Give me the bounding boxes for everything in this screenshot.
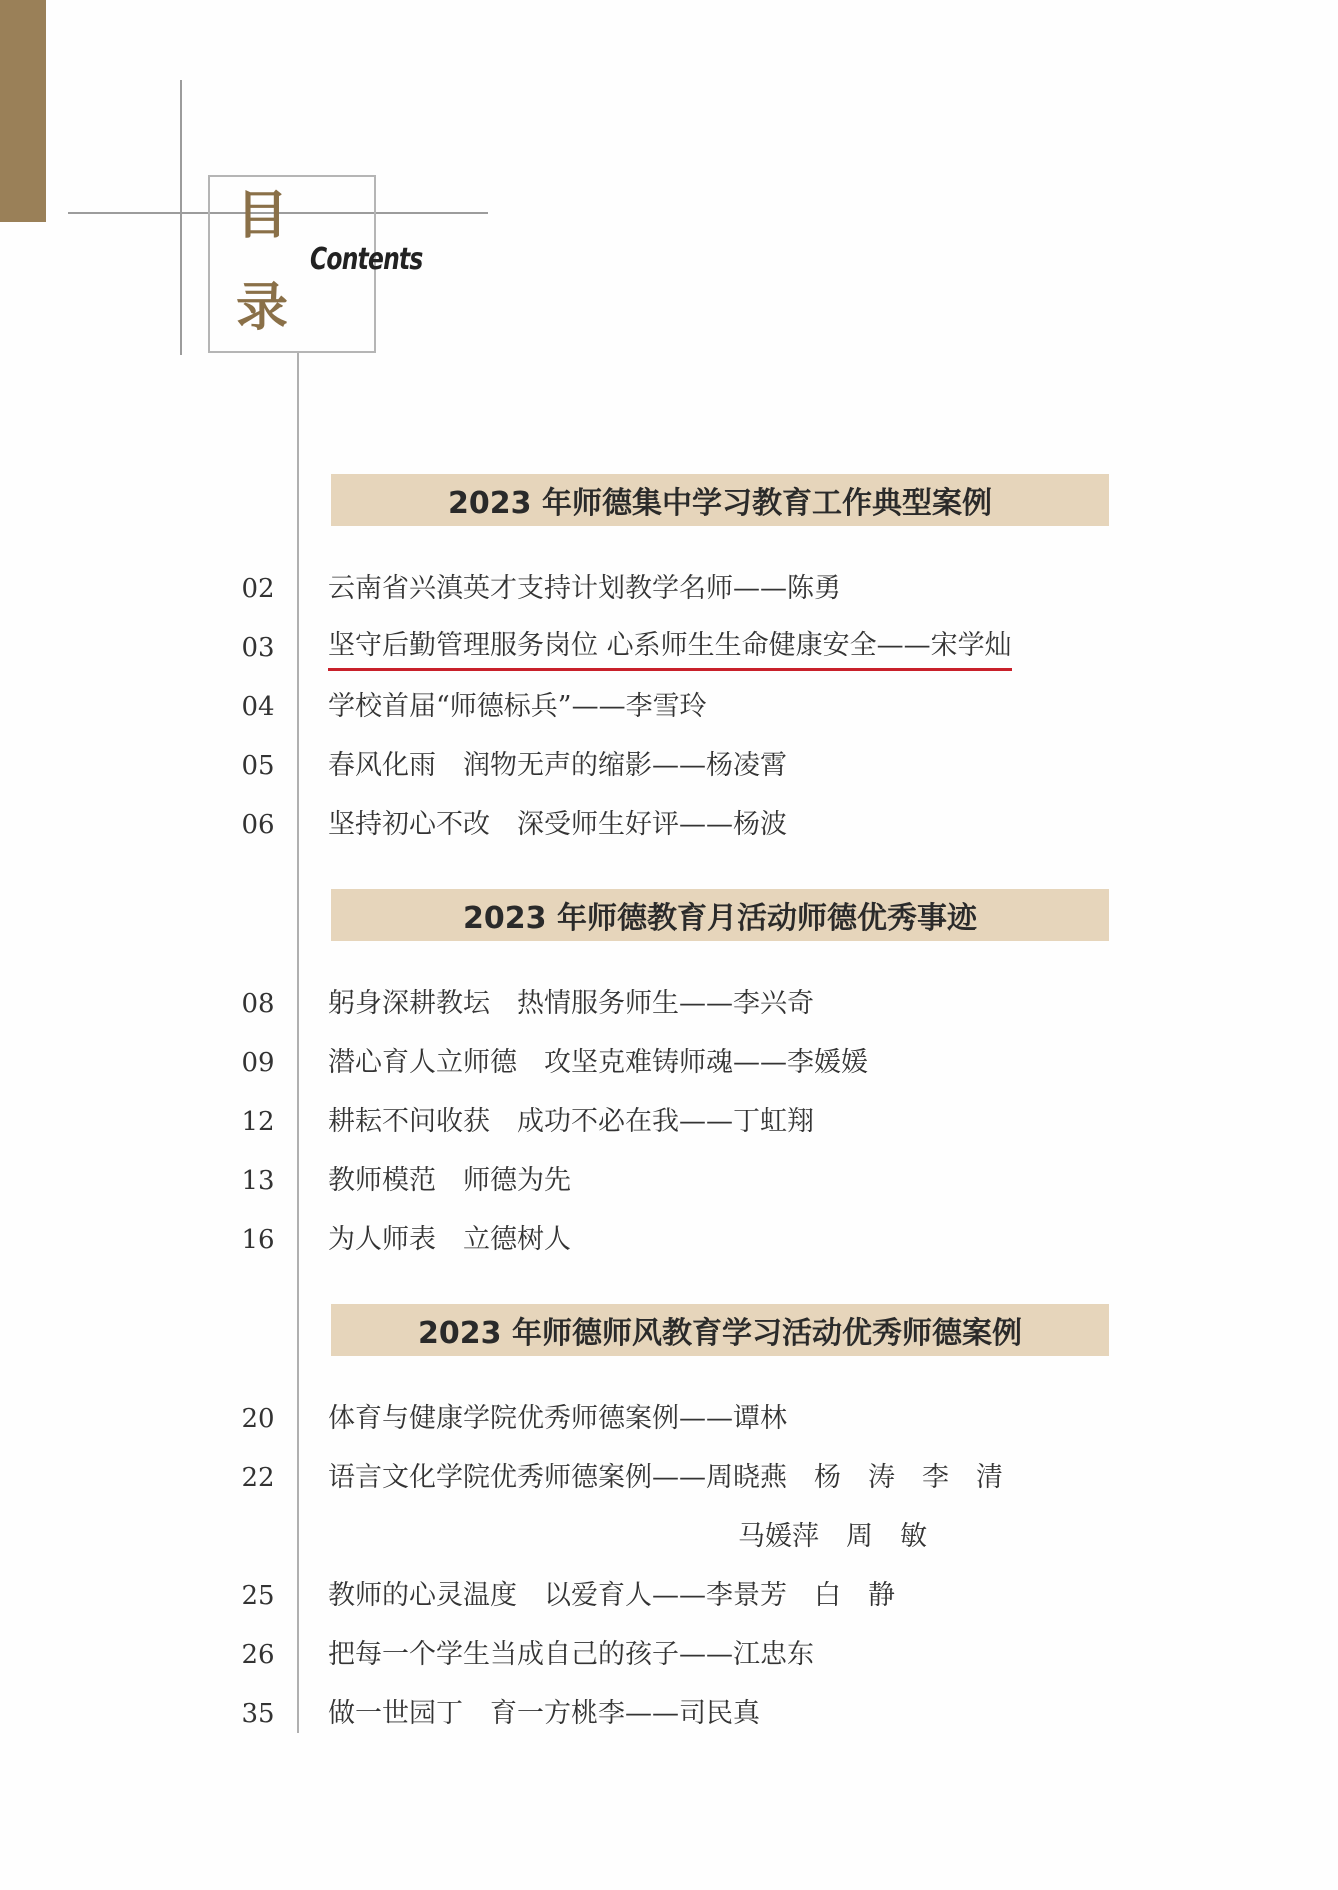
- page-number: 13: [241, 1166, 275, 1196]
- toc-entry[interactable]: [0, 742, 1338, 790]
- entry-title-continuation: 马媛萍 周 敏: [738, 1521, 927, 1552]
- toc-entry[interactable]: [0, 980, 1338, 1028]
- title-char-lu: 录: [236, 277, 289, 338]
- page-number: 08: [241, 989, 275, 1019]
- toc-entry[interactable]: [0, 624, 1338, 672]
- page-number: 06: [241, 810, 275, 840]
- page-number: 35: [241, 1699, 275, 1729]
- toc-entry[interactable]: [0, 1631, 1338, 1679]
- section-header: 2023 年师德集中学习教育工作典型案例: [331, 474, 1109, 526]
- entry-title: 坚持初心不改 深受师生好评——杨波: [328, 809, 787, 840]
- page-number: 26: [241, 1640, 275, 1670]
- toc-entry[interactable]: [0, 683, 1338, 731]
- page-number: 09: [241, 1048, 275, 1078]
- title-char-mu: 目: [236, 185, 289, 246]
- toc-entry[interactable]: [0, 565, 1338, 613]
- section-header: 2023 年师德教育月活动师德优秀事迹: [331, 889, 1109, 941]
- toc-entry[interactable]: [0, 1454, 1338, 1502]
- toc-entry[interactable]: [0, 1395, 1338, 1443]
- toc-entry[interactable]: [0, 1039, 1338, 1087]
- page-number: 03: [241, 633, 275, 663]
- entry-title: 潜心育人立师德 攻坚克难铸师魂——李媛媛: [328, 1047, 868, 1078]
- toc-entry[interactable]: [0, 1157, 1338, 1205]
- page-number: 20: [241, 1404, 275, 1434]
- corner-tab-decoration: [0, 0, 46, 222]
- toc-entry[interactable]: [0, 1690, 1338, 1738]
- entry-title: 为人师表 立德树人: [328, 1224, 571, 1255]
- toc-entry[interactable]: [0, 1572, 1338, 1620]
- entry-title: 做一世园丁 育一方桃李——司民真: [328, 1698, 760, 1729]
- entry-title: 体育与健康学院优秀师德案例——谭林: [328, 1403, 787, 1434]
- page-number: 04: [241, 692, 275, 722]
- entry-title-underlined: 坚守后勤管理服务岗位 心系师生生命健康安全——宋学灿: [328, 624, 1012, 671]
- toc-entry[interactable]: [0, 1098, 1338, 1146]
- page-number: 16: [241, 1225, 275, 1255]
- page-number: 22: [241, 1463, 275, 1493]
- page-number: 02: [241, 574, 275, 604]
- entry-title: 学校首届“师德标兵”——李雪玲: [328, 691, 707, 722]
- entry-title: 语言文化学院优秀师德案例——周晓燕 杨 涛 李 清: [328, 1462, 1003, 1493]
- entry-title: 躬身深耕教坛 热情服务师生——李兴奇: [328, 988, 814, 1019]
- entry-title: 教师的心灵温度 以爱育人——李景芳 白 静: [328, 1580, 895, 1611]
- toc-entry[interactable]: [0, 1216, 1338, 1264]
- toc-entry-continuation[interactable]: [0, 1513, 1338, 1561]
- page-number: 05: [241, 751, 275, 781]
- entry-title: 教师模范 师德为先: [328, 1165, 571, 1196]
- page-number: 25: [241, 1581, 275, 1611]
- page-number: 12: [241, 1107, 275, 1137]
- entry-title: 耕耘不问收获 成功不必在我——丁虹翔: [328, 1106, 814, 1137]
- entry-title: 把每一个学生当成自己的孩子——江忠东: [328, 1639, 814, 1670]
- entry-title: 春风化雨 润物无声的缩影——杨凌霄: [328, 750, 787, 781]
- entry-title: 云南省兴滇英才支持计划教学名师——陈勇: [328, 573, 841, 604]
- contents-subtitle: Contents: [310, 242, 423, 277]
- vertical-line-left: [180, 80, 182, 355]
- toc-entry[interactable]: [0, 801, 1338, 849]
- section-header: 2023 年师德师风教育学习活动优秀师德案例: [331, 1304, 1109, 1356]
